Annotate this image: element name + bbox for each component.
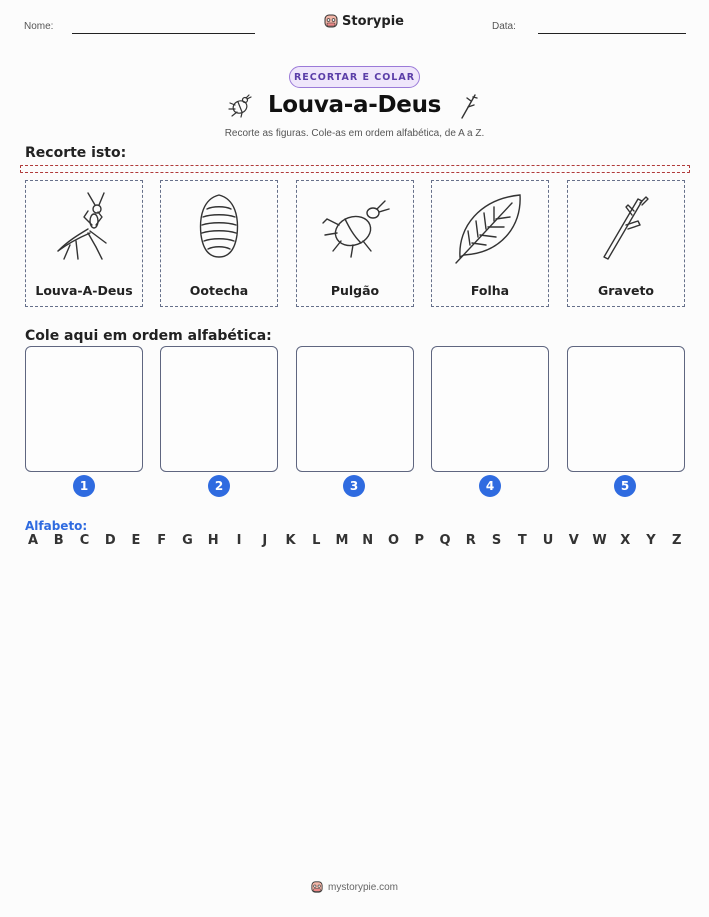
alphabet-letter: I — [236, 533, 242, 548]
card-label: Pulgão — [330, 283, 380, 298]
alphabet-letter: S — [491, 533, 502, 548]
cut-card[interactable] — [431, 180, 549, 307]
storypie-mascot-icon — [324, 13, 338, 29]
alphabet-row — [25, 533, 685, 548]
card-label: Folha — [470, 283, 510, 298]
footer — [0, 880, 709, 894]
alphabet-letter: E — [131, 533, 141, 548]
twig-title-icon — [458, 92, 480, 120]
footer-url[interactable]: mystorypie.com — [327, 881, 398, 893]
alphabet-letter: F — [157, 533, 167, 548]
name-label: Nome: — [24, 21, 54, 32]
alphabet-letter: W — [592, 533, 607, 548]
slot-number: 4 — [479, 475, 501, 497]
slot-number: 2 — [208, 475, 230, 497]
slot-number: 5 — [614, 475, 636, 497]
cut-line — [20, 165, 690, 173]
alphabet-letter: V — [568, 533, 579, 548]
alphabet-letter: N — [362, 533, 374, 548]
alphabet-letter: H — [207, 533, 219, 548]
card-label: Graveto — [597, 283, 655, 298]
alphabet-letter: B — [53, 533, 64, 548]
alphabet-letter: G — [182, 533, 193, 548]
date-label: Data: — [492, 21, 516, 32]
alphabet-letter: D — [104, 533, 116, 548]
aphid-icon — [315, 187, 395, 267]
cut-heading: Recorte isto: — [25, 145, 127, 161]
alphabet-letter: P — [414, 533, 425, 548]
alphabet-letter: O — [387, 533, 400, 548]
alphabet-letter: Y — [646, 533, 656, 548]
cut-card[interactable] — [160, 180, 278, 307]
card-label: Ootecha — [189, 283, 249, 298]
alphabet-letter: Q — [439, 533, 451, 548]
slot-number: 1 — [73, 475, 95, 497]
alphabet-letter: T — [517, 533, 527, 548]
egg-case-icon — [179, 187, 259, 267]
card-label: Louva-A-Deus — [35, 283, 133, 298]
paste-box[interactable] — [567, 346, 685, 472]
alphabet-heading: Alfabeto: — [25, 519, 88, 533]
alphabet-letter: U — [542, 533, 554, 548]
leaf-icon — [450, 187, 530, 267]
cut-card[interactable] — [567, 180, 685, 307]
brand-logo — [324, 13, 404, 29]
praying-mantis-icon — [44, 187, 124, 267]
alphabet-letter: M — [335, 533, 349, 548]
slot-number: 3 — [343, 475, 365, 497]
storypie-mascot-icon — [311, 880, 323, 894]
cut-card[interactable] — [296, 180, 414, 307]
alphabet-letter: L — [312, 533, 321, 548]
paste-box[interactable] — [160, 346, 278, 472]
paste-heading: Cole aqui em ordem alfabética: — [25, 328, 272, 344]
paste-box[interactable] — [25, 346, 143, 472]
name-line[interactable] — [72, 33, 255, 34]
brand-name: Storypie — [342, 13, 404, 29]
paste-box[interactable] — [431, 346, 549, 472]
paste-box[interactable] — [296, 346, 414, 472]
alphabet-letter: R — [465, 533, 476, 548]
activity-badge: RECORTAR E COLAR — [289, 66, 420, 88]
twig-icon — [586, 187, 666, 267]
alphabet-letter: Z — [672, 533, 682, 548]
alphabet-letter: A — [27, 533, 39, 548]
instructions: Recorte as figuras. Cole-as em ordem alfabética, de A a Z. — [224, 128, 485, 139]
alphabet-letter: J — [262, 533, 268, 548]
alphabet-letter: K — [285, 533, 296, 548]
cut-card[interactable] — [25, 180, 143, 307]
page-title: Louva-a-Deus — [267, 92, 442, 118]
alphabet-letter: X — [620, 533, 631, 548]
date-line[interactable] — [538, 33, 686, 34]
alphabet-letter: C — [79, 533, 90, 548]
